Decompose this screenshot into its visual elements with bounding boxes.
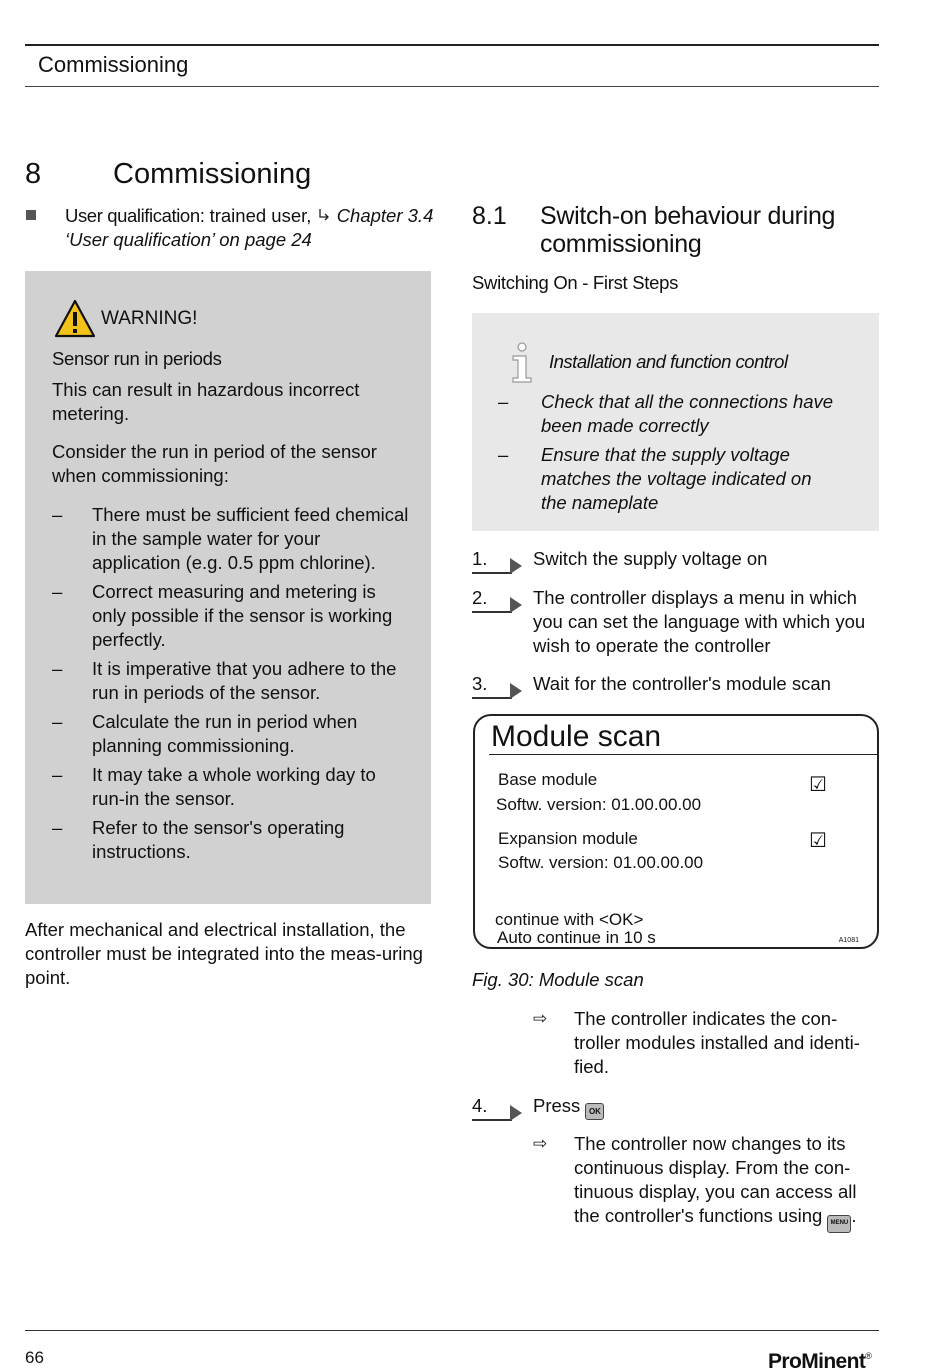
auto-continue-text: Auto continue in 10 s: [497, 928, 656, 947]
chapter-title: Commissioning: [113, 158, 312, 190]
chapter-number: 8: [25, 158, 42, 190]
step-arrow-icon: [510, 558, 522, 574]
dash-bullet: –: [52, 504, 63, 525]
result-2: ⇨ The controller now changes to its continuous display. From the con-tinuous display, you can access all the controller's functions using MENU .: [533, 1132, 879, 1233]
step-arrow-icon: [510, 1105, 522, 1121]
qualification-value: trained user,: [204, 205, 317, 226]
dash-bullet: –: [52, 817, 63, 838]
page-number: 66: [25, 1348, 44, 1367]
step-number: 3.: [472, 673, 488, 694]
step-number: 1.: [472, 548, 488, 569]
warning-triangle-icon: [53, 298, 97, 340]
footer-rule: [25, 1330, 879, 1331]
info-icon: [508, 342, 536, 384]
figure-caption: Fig. 30: Module scan: [472, 969, 644, 990]
step-arrow-icon: [510, 683, 522, 699]
step-3: [472, 672, 882, 696]
bullet-square: [26, 210, 36, 220]
step-arrow-line: [472, 1119, 512, 1121]
step-arrow-line: [472, 572, 512, 574]
step-text: Press: [533, 1095, 586, 1116]
step-1: [472, 547, 882, 571]
chapter-reference-link[interactable]: Chapter 3.4 ‘User qualification’ on page 24: [65, 205, 434, 250]
expansion-module-version: Softw. version: 01.00.00.00: [498, 853, 704, 872]
warning-paragraph: Consider the run in period of the sensor when commissioning:: [52, 441, 377, 486]
running-header: Commissioning: [38, 52, 189, 77]
step-arrow-icon: [510, 597, 522, 613]
header-rule-top: [25, 44, 879, 46]
dash-bullet: –: [498, 391, 509, 412]
base-module-version: Softw. version: 01.00.00.00: [496, 795, 702, 814]
menu-key-icon: MENU: [827, 1215, 851, 1233]
dash-bullet: –: [52, 581, 63, 602]
info-list: [498, 390, 838, 520]
checkbox-checked-icon: ☑: [809, 774, 827, 796]
list-item: – Calculate the run in period when planning commissioning.: [52, 711, 358, 756]
list-item: – Correct measuring and metering is only possible if the sensor is working perfectly.: [52, 581, 393, 650]
result-arrow-icon: ⇨: [533, 1134, 548, 1153]
continue-prompt: continue with <OK>: [495, 910, 644, 929]
list-item: – Ensure that the supply voltage matches the voltage indicated on the nameplate: [498, 444, 812, 513]
step-number: 2.: [472, 587, 488, 608]
result-text: The controller indicates the con-troller modules installed and identi-fied.: [574, 1008, 860, 1077]
dash-bullet: –: [52, 658, 63, 679]
qualification-label: User qualification:: [65, 205, 205, 226]
ok-key-icon: OK: [585, 1103, 604, 1120]
step-2: [472, 586, 882, 658]
checkbox-checked-icon: ☑: [809, 830, 827, 852]
expansion-module-label: Expansion module: [498, 829, 638, 848]
step-4: [472, 1094, 882, 1120]
qualification-item: [25, 204, 435, 252]
step-text: Wait for the controller's module scan: [533, 673, 831, 694]
figure-code: A1081: [838, 937, 859, 944]
list-item: – There must be sufficient feed chemical in the sample water for your application (e.g. 0.5 ppm chlorine).: [52, 504, 409, 573]
warning-list: [52, 503, 412, 869]
warning-title: WARNING!: [101, 308, 198, 329]
module-scan-title: Module scan: [491, 720, 662, 753]
step-arrow-line: [472, 697, 512, 699]
result-text: The controller now changes to its continuous display. From the con-tinuous display, you can access all the controller's functions using: [574, 1133, 857, 1226]
info-title: Installation and function control: [549, 351, 788, 372]
list-item: – Refer to the sensor's operating instructions.: [52, 817, 345, 862]
step-number: 4.: [472, 1095, 488, 1116]
warning-subtitle: Sensor run in periods: [52, 348, 222, 369]
warning-paragraph: This can result in hazardous incorrect metering.: [52, 379, 360, 424]
dash-bullet: –: [52, 764, 63, 785]
display-divider: [489, 754, 877, 755]
result-arrow-icon: ⇨: [533, 1009, 548, 1028]
subheading: Switching On - First Steps: [472, 272, 679, 293]
section-number: 8.1: [472, 202, 507, 230]
step-arrow-line: [472, 611, 512, 613]
module-scan-display: [473, 714, 879, 949]
dash-bullet: –: [52, 711, 63, 732]
dash-bullet: –: [498, 444, 509, 465]
arrow-ref-icon: [317, 205, 332, 226]
base-module-label: Base module: [498, 770, 598, 789]
list-item: – It may take a whole working day to run-in the sensor.: [52, 764, 376, 809]
list-item: – It is imperative that you adhere to the run in periods of the sensor.: [52, 658, 397, 703]
result-1: [533, 1007, 879, 1079]
step-text: The controller displays a menu in which you can set the language with which you wish to operate the controller: [533, 587, 866, 656]
header-rule-bottom: [25, 86, 879, 87]
list-item: – Check that all the connections have been made correctly: [498, 391, 834, 436]
section-title: Switch-on behaviour during commissioning: [540, 202, 836, 258]
step-text: Switch the supply voltage on: [533, 548, 768, 569]
brand-logo: ProMinent®: [768, 1350, 872, 1369]
body-paragraph: After mechanical and electrical installation, the controller must be integrated into the meas-uring point.: [25, 919, 423, 988]
